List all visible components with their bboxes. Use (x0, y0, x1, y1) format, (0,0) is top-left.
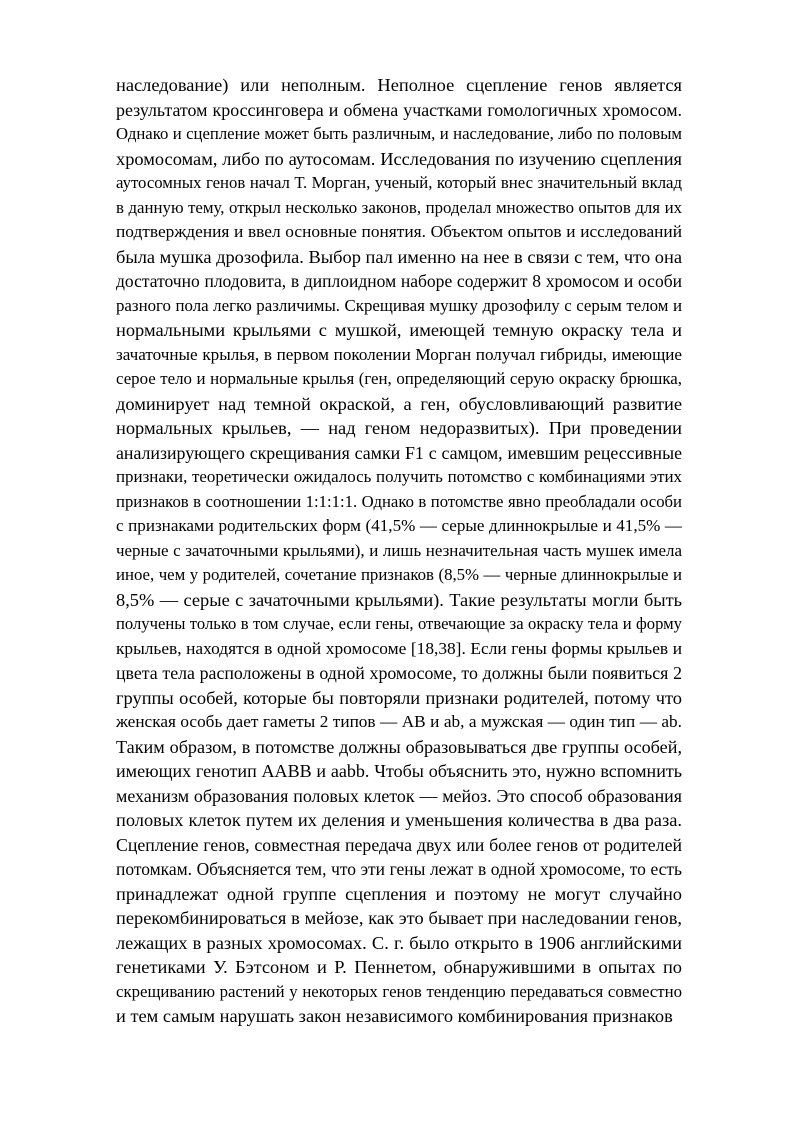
text-line: нормальных крыльев, — над геном недоразвитых). При проведении (116, 418, 682, 438)
text-line: признаков в соотношении 1:1:1:1. Однако в потомстве явно преобладали особи (116, 491, 682, 511)
text-line: серое тело и нормальные крылья (ген, определяющий серую окраску брюшка, (116, 369, 682, 388)
text-line: черные с зачаточными крыльями), и лишь незначительная часть мушек имела (116, 540, 682, 560)
text-line: была мушка дрозофила. Выбор пал именно на нее в связи с тем, что она (116, 246, 682, 267)
text-line: в данную тему, открыл несколько законов, проделал множество опытов для их (116, 197, 682, 217)
text-line: скрещиванию растений у некоторых генов тенденцию передаваться совместно (116, 981, 682, 1001)
text-line: аутосомных генов начал Т. Морган, ученый, который внес значительный вклад (116, 173, 682, 192)
text-line: результатом кроссинговера и обмена участками гомологичных хромосом. (116, 99, 682, 120)
text-line: Сцепление генов, совместная передача двух или более генов от родителей (116, 834, 682, 855)
text-line: крыльев, находятся в одной хромосоме [18,38]. Если гены формы крыльев и (116, 638, 682, 658)
text-line: Однако и сцепление может быть различным, и наследование, либо по половым (116, 124, 682, 143)
text-line: доминирует над темной окраской, а ген, обусловливающий развитие (116, 393, 682, 414)
text-line: наследование) или неполным. Неполное сцепление генов является (116, 75, 682, 95)
text-line: генетиками У. Бэтсоном и Р. Пеннетом, обнаружившими в опытах по (116, 957, 682, 977)
text-line: разного пола легко различимы. Скрещивая мушку дрозофилу с серым телом и (116, 295, 682, 315)
text-line: потомкам. Объясняется тем, что эти гены лежат в одной хромосоме, то есть (116, 859, 682, 879)
text-line: цвета тела расположены в одной хромосоме, то должны были появиться 2 (116, 663, 682, 683)
text-line: подтверждения и ввел основные понятия. Объектом опытов и исследований (116, 222, 682, 241)
text-line: группы особей, которые бы повторяли признаки родителей, потому что (116, 687, 682, 708)
text-line: 8,5% — серые с зачаточными крыльями). Такие результаты могли быть (116, 589, 682, 610)
body-text (116, 73, 682, 1029)
text-line: принадлежат одной группе сцепления и поэтому не могут случайно (116, 883, 682, 904)
text-line: имеющих генотип ААВВ и aabb. Чтобы объяснить это, нужно вспомнить (116, 761, 682, 781)
text-line: с признаками родительских форм (41,5% — серые длиннокрылые и 41,5% — (116, 516, 682, 535)
text-line: получены только в том случае, если гены, отвечающие за окраску тела и форму (116, 614, 682, 633)
text-line: и тем самым нарушать закон независимого комбинирования признаков (116, 1006, 673, 1026)
text-line: перекомбинироваться в мейозе, как это бывает при наследовании генов, (116, 908, 682, 928)
text-line: зачаточные крылья, в первом поколении Морган получал гибриды, имеющие (116, 344, 682, 364)
text-line: Таким образом, в потомстве должны образовываться две группы особей, (116, 736, 682, 757)
text-line: лежащих в разных хромосомах. С. г. было открыто в 1906 английскими (116, 932, 682, 953)
text-line: иное, чем у родителей, сочетание признаков (8,5% — черные длиннокрылые и (116, 565, 682, 584)
text-line: признаки, теоретически ожидалось получить потомство с комбинациями этих (116, 467, 682, 486)
text-line: анализирующего скрещивания самки F1 с самцом, имевшим рецессивные (116, 442, 682, 463)
text-line: хромосомам, либо по аутосомам. Исследования по изучению сцепления (116, 148, 682, 169)
text-line: женская особь дает гаметы 2 типов — АВ и ab, а мужская — один тип — ab. (116, 712, 682, 731)
text-line: механизм образования половых клеток — мейоз. Это способ образования (116, 785, 682, 806)
text-line: половых клеток путем их деления и уменьшения количества в два раза. (116, 810, 682, 830)
text-line: достаточно плодовита, в диплоидном наборе содержит 8 хромосом и особи (116, 271, 682, 291)
text-line: нормальными крыльями с мушкой, имеющей темную окраску тела и (116, 320, 682, 340)
